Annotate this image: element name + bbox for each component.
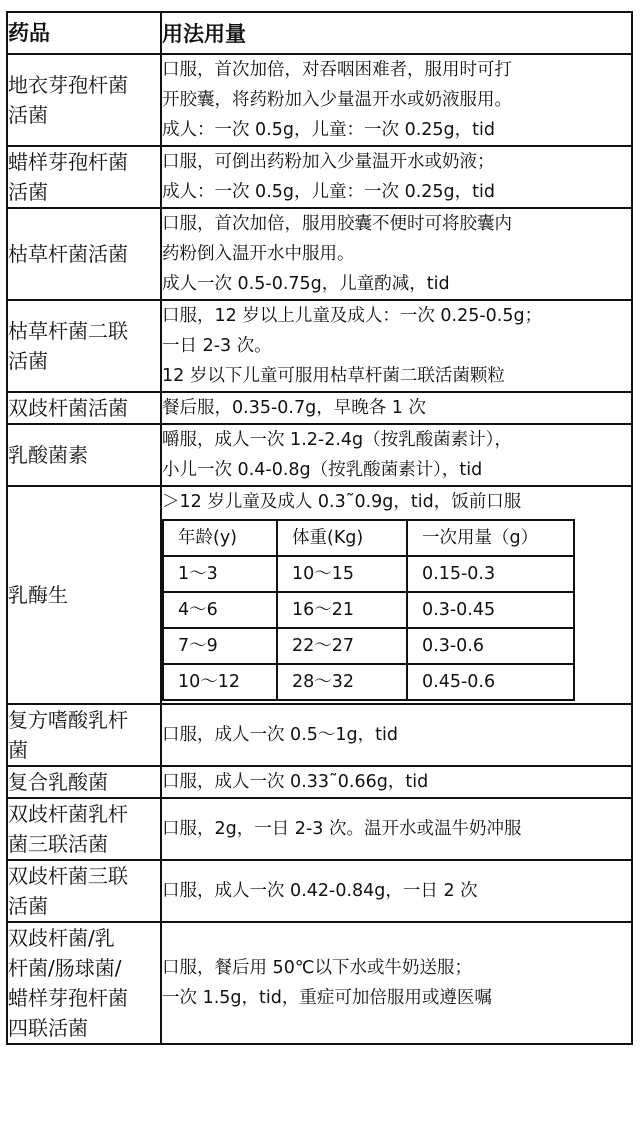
usage-line: ＞12 岁儿童及成人 0.3˜0.9g，tid，饭前口服 — [162, 492, 522, 512]
drug-line: 活菌 — [8, 103, 48, 127]
age-table-header — [163, 520, 574, 556]
table-row — [7, 798, 632, 860]
drug-name — [7, 860, 161, 922]
drug-line: 四联活菌 — [8, 1016, 88, 1040]
table-row — [7, 146, 632, 208]
age-table-row — [163, 628, 574, 664]
age-dosage-table — [162, 519, 575, 701]
usage-line: 成人：一次 0.5g，儿童：一次 0.25g，tid — [162, 120, 495, 140]
usage-line: 口服，成人一次 0.5～1g，tid — [162, 725, 398, 745]
usage-line: 口服，可倒出药粉加入少量温开水或奶液； — [162, 152, 495, 172]
age-cell: 10～12 — [163, 664, 277, 700]
usage-line: 嚼服，成人一次 1.2-2.4g（按乳酸菌素计）， — [162, 430, 512, 450]
age-table-row — [163, 592, 574, 628]
usage-text — [161, 146, 632, 208]
drug-line: 地衣芽孢杆菌 — [8, 73, 128, 97]
usage-text — [161, 704, 632, 766]
dose-header: 一次用量（g） — [407, 520, 574, 556]
dose-cell: 0.3-0.45 — [407, 592, 574, 628]
usage-line: 12 岁以下儿童可服用枯草杆菌二联活菌颗粒 — [162, 366, 505, 386]
drug-line: 双歧杆菌三联 — [8, 864, 128, 888]
drug-line: 活菌 — [8, 349, 48, 373]
drug-name — [7, 798, 161, 860]
drug-line: 活菌 — [8, 180, 48, 204]
drug-name — [7, 300, 161, 392]
usage-text — [161, 766, 632, 798]
weight-cell: 16～21 — [277, 592, 407, 628]
usage-text — [161, 486, 632, 704]
drug-name — [7, 54, 161, 146]
usage-text — [161, 798, 632, 860]
table-row-lactase — [7, 486, 632, 704]
usage-line: 餐后服，0.35-0.7g，早晚各 1 次 — [162, 398, 426, 418]
table-row — [7, 208, 632, 300]
header-usage: 用法用量 — [161, 12, 632, 54]
drug-name — [7, 766, 161, 798]
table-row — [7, 300, 632, 392]
usage-line: 口服，餐后用 50℃以下水或牛奶送服； — [162, 958, 472, 978]
usage-line: 口服，12 岁以上儿童及成人：一次 0.25-0.5g； — [162, 306, 543, 326]
age-cell: 1～3 — [163, 556, 277, 592]
usage-line: 小儿一次 0.4-0.8g（按乳酸菌素计），tid — [162, 460, 483, 480]
usage-text — [161, 54, 632, 146]
drug-line: 乳酸菌素 — [8, 443, 88, 467]
drug-line: 双歧杆菌/乳 — [8, 926, 115, 950]
usage-text — [161, 922, 632, 1044]
usage-line: 口服，成人一次 0.33˜0.66g，tid — [162, 772, 429, 792]
table-row — [7, 860, 632, 922]
dosage-table — [6, 11, 633, 1045]
usage-line: 口服，2g，一日 2-3 次。温开水或温牛奶冲服 — [162, 819, 522, 839]
age-cell: 4～6 — [163, 592, 277, 628]
usage-line: 成人一次 0.5-0.75g，儿童酌减，tid — [162, 274, 450, 294]
usage-text — [161, 208, 632, 300]
table-row — [7, 704, 632, 766]
table-row — [7, 766, 632, 798]
drug-line: 双歧杆菌活菌 — [8, 396, 128, 420]
drug-line: 蜡样芽孢杆菌 — [8, 150, 128, 174]
drug-line: 复合乳酸菌 — [8, 770, 108, 794]
drug-line: 乳酶生 — [8, 583, 68, 607]
drug-line: 枯草杆菌活菌 — [8, 242, 128, 266]
drug-line: 枯草杆菌二联 — [8, 319, 128, 343]
table-header-row — [7, 12, 632, 54]
drug-name — [7, 486, 161, 704]
dose-cell: 0.15-0.3 — [407, 556, 574, 592]
age-table-row — [163, 556, 574, 592]
dose-cell: 0.45-0.6 — [407, 664, 574, 700]
weight-cell: 28～32 — [277, 664, 407, 700]
drug-name — [7, 922, 161, 1044]
usage-line: 口服，首次加倍，服用胶囊不便时可将胶囊内 — [162, 214, 512, 234]
table-row — [7, 922, 632, 1044]
drug-line: 复方嗜酸乳杆 — [8, 708, 128, 732]
table-row — [7, 424, 632, 486]
header-drug: 药品 — [7, 12, 161, 54]
usage-line: 口服，首次加倍，对吞咽困难者，服用时可打 — [162, 60, 512, 80]
table-row — [7, 392, 632, 424]
usage-text — [161, 424, 632, 486]
drug-name — [7, 146, 161, 208]
usage-line: 成人：一次 0.5g，儿童：一次 0.25g，tid — [162, 182, 495, 202]
age-cell: 7～9 — [163, 628, 277, 664]
usage-line: 口服，成人一次 0.42-0.84g，一日 2 次 — [162, 881, 478, 901]
drug-line: 杆菌/肠球菌/ — [8, 956, 122, 980]
drug-name — [7, 704, 161, 766]
drug-line: 双歧杆菌乳杆 — [8, 802, 128, 826]
usage-text — [161, 392, 632, 424]
drug-line: 活菌 — [8, 894, 48, 918]
usage-text — [161, 300, 632, 392]
drug-name — [7, 208, 161, 300]
table-row — [7, 54, 632, 146]
usage-line: 开胶囊，将药粉加入少量温开水或奶液服用。 — [162, 90, 512, 110]
usage-line: 一日 2-3 次。 — [162, 336, 272, 356]
drug-name — [7, 424, 161, 486]
usage-line: 一次 1.5g，tid，重症可加倍服用或遵医嘱 — [162, 988, 492, 1008]
age-header: 年龄(y) — [163, 520, 277, 556]
usage-line: 药粉倒入温开水中服用。 — [162, 244, 355, 264]
dose-cell: 0.3-0.6 — [407, 628, 574, 664]
weight-cell: 10～15 — [277, 556, 407, 592]
drug-line: 菌三联活菌 — [8, 832, 108, 856]
weight-cell: 22～27 — [277, 628, 407, 664]
weight-header: 体重(Kg) — [277, 520, 407, 556]
drug-line: 蜡样芽孢杆菌 — [8, 986, 128, 1010]
usage-text — [161, 860, 632, 922]
drug-line: 菌 — [8, 738, 28, 762]
drug-name — [7, 392, 161, 424]
age-table-row — [163, 664, 574, 700]
